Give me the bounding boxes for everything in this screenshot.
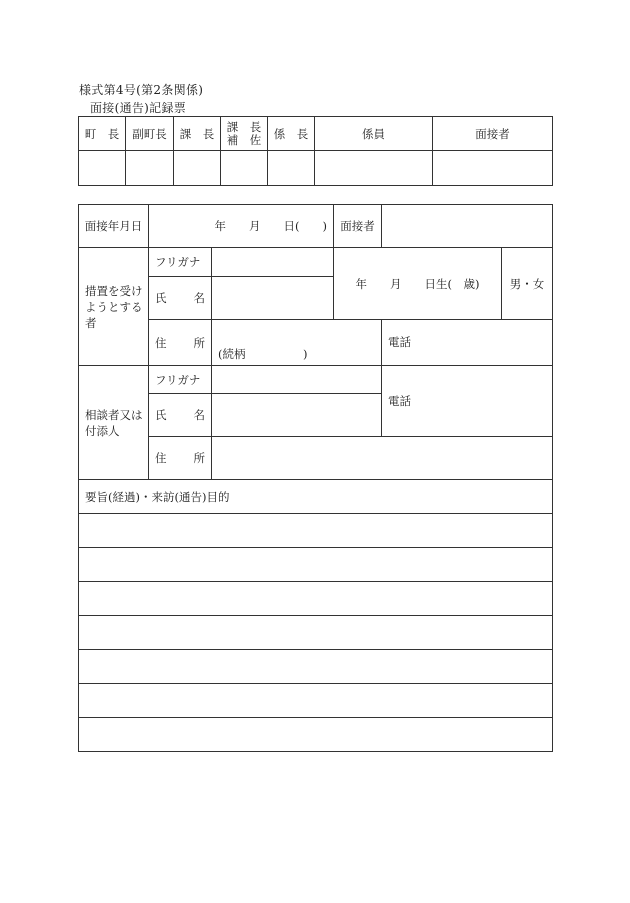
consultant-address-field[interactable] xyxy=(212,437,553,480)
stamp-box-deputy-mayor[interactable] xyxy=(126,151,174,186)
subject-phone-label: 電話 xyxy=(388,335,412,349)
subject-furigana-label: フリガナ xyxy=(149,248,212,277)
interview-date-label: 面接年月日 xyxy=(79,205,149,248)
approval-col-section-chief: 課 長 xyxy=(174,117,221,151)
purpose-label: 要旨(経過)・来訪(通告)目的 xyxy=(79,480,553,514)
purpose-line[interactable] xyxy=(79,650,553,684)
subject-phone-field[interactable] xyxy=(382,320,553,366)
consultant-furigana-label: フリガナ xyxy=(149,366,212,394)
consultant-label: 相談者又は付添人 xyxy=(79,366,149,480)
form-title: 面接(通告)記録票 xyxy=(90,101,187,115)
consultant-address-label: 住 所 xyxy=(149,437,212,480)
purpose-line[interactable] xyxy=(79,684,553,718)
interviewer-field[interactable] xyxy=(382,205,553,248)
stamp-box-interviewer[interactable] xyxy=(433,151,553,186)
purpose-line[interactable] xyxy=(79,548,553,582)
approval-col-town-mayor: 町 長 xyxy=(79,117,126,151)
consultant-name-field[interactable] xyxy=(212,394,382,437)
stamp-box-town-mayor[interactable] xyxy=(79,151,126,186)
stamp-box-assistant-chief[interactable] xyxy=(221,151,268,186)
subject-name-field[interactable] xyxy=(212,277,334,320)
purpose-line[interactable] xyxy=(79,616,553,650)
approval-col-staff: 係員 xyxy=(315,117,433,151)
approval-stamp-table xyxy=(78,116,553,186)
subject-address-field[interactable] xyxy=(212,320,382,366)
interview-date-field[interactable]: 年 月 日( ) xyxy=(149,205,334,248)
approval-col-deputy-mayor: 副町長 xyxy=(126,117,174,151)
approval-col-subsection-chief: 係 長 xyxy=(268,117,315,151)
approval-col-interviewer: 面接者 xyxy=(433,117,553,151)
subject-address-label: 住 所 xyxy=(149,320,212,366)
consultant-name-label: 氏 名 xyxy=(149,394,212,437)
purpose-line[interactable] xyxy=(79,582,553,616)
purpose-line[interactable] xyxy=(79,514,553,548)
stamp-box-staff[interactable] xyxy=(315,151,433,186)
stamp-box-subsection-chief[interactable] xyxy=(268,151,315,186)
interview-record-form xyxy=(78,204,553,752)
subject-sex-field[interactable]: 男・女 xyxy=(502,248,553,320)
subject-birthdate-field[interactable]: 年 月 日生( 歳) xyxy=(334,248,502,320)
subject-furigana-field[interactable] xyxy=(212,248,334,277)
purpose-line[interactable] xyxy=(79,718,553,752)
relationship-label: (続柄 ) xyxy=(218,347,308,361)
form-number: 様式第4号(第2条関係) xyxy=(79,83,204,97)
approval-col-assistant-chief: 課 長 補 佐 xyxy=(221,117,268,151)
consultant-furigana-field[interactable] xyxy=(212,366,382,394)
subject-label: 措置を受けようとする者 xyxy=(79,248,149,366)
consultant-phone-field[interactable] xyxy=(382,366,553,437)
interviewer-label: 面接者 xyxy=(334,205,382,248)
stamp-box-section-chief[interactable] xyxy=(174,151,221,186)
subject-name-label: 氏 名 xyxy=(149,277,212,320)
consultant-phone-label: 電話 xyxy=(388,394,412,408)
